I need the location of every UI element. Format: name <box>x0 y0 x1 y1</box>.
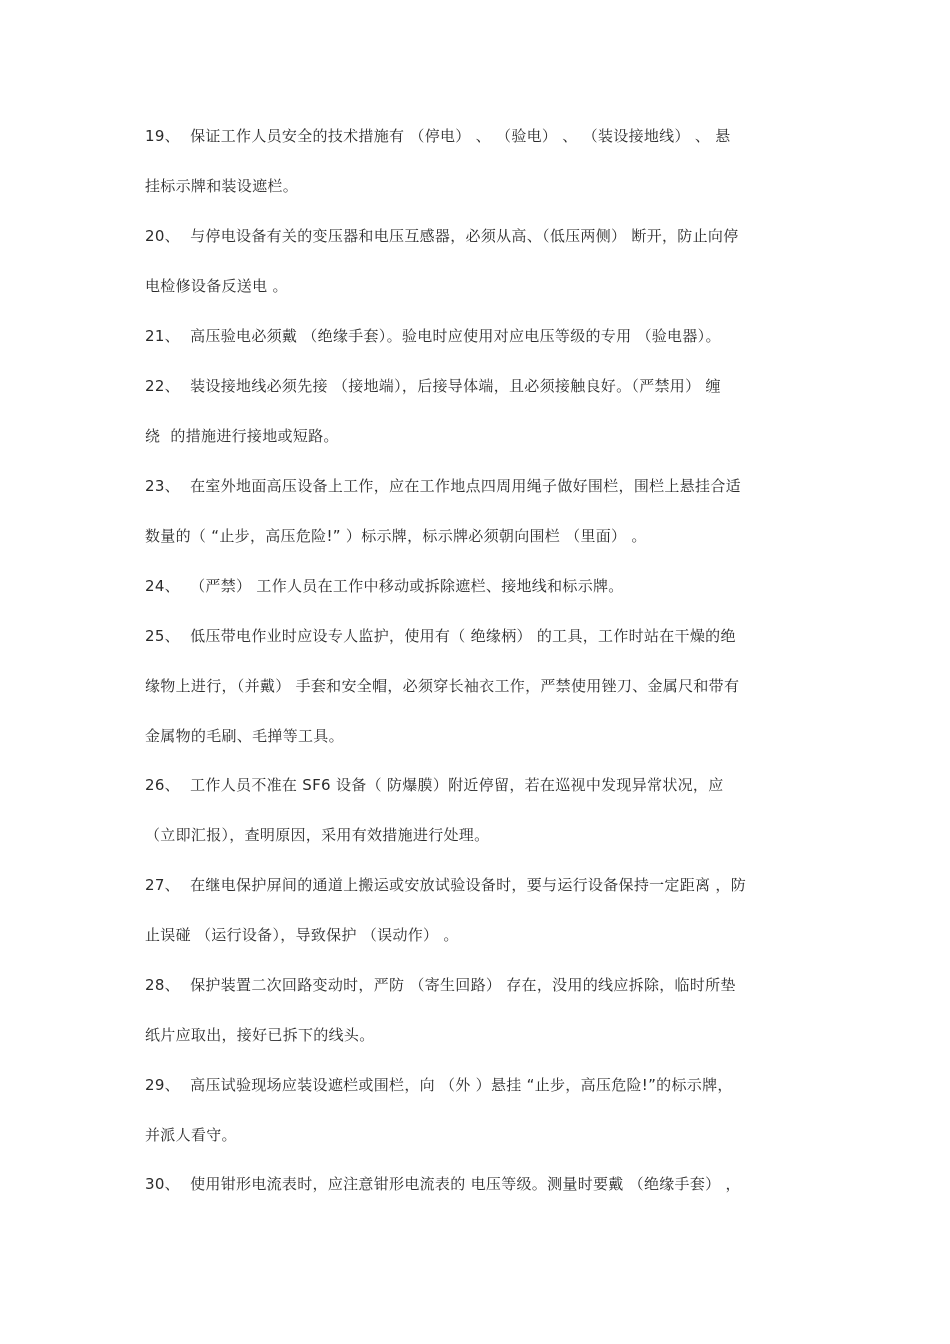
text-line: 止误碰 （运行设备），导致保护 （误动作） 。 <box>145 926 459 944</box>
text-line: 30、 使用钳形电流表时，应注意钳形电流表的 电压等级。测量时要戴 （绝缘手套） ， <box>145 1175 741 1193</box>
text-line: 纸片应取出，接好已拆下的线头。 <box>145 1026 375 1044</box>
text-line: （立即汇报），查明原因，采用有效措施进行处理。 <box>145 826 490 844</box>
text-line: 23、 在室外地面高压设备上工作，应在工作地点四周用绳子做好围栏，围栏上悬挂合适 <box>145 477 741 495</box>
text-line: 数量的（ “止步，高压危险!” ）标示牌，标示牌必须朝向围栏 （里面） 。 <box>145 527 647 545</box>
text-line: 绕 的措施进行接地或短路。 <box>145 427 339 445</box>
text-line: 27、 在继电保护屏间的通道上搬运或安放试验设备时，要与运行设备保持一定距离 ，防 <box>145 876 746 894</box>
text-line: 缘物上进行，（并戴） 手套和安全帽，必须穿长袖衣工作，严禁使用锉刀、金属尺和带有 <box>145 677 740 695</box>
text-line: 25、 低压带电作业时应设专人监护，使用有（ 绝缘柄） 的工具，工作时站在干燥的绝 <box>145 627 736 645</box>
text-line: 22、 装设接地线必须先接 （接地端），后接导体端，且必须接触良好。（严禁用） 缠 <box>145 377 721 395</box>
text-line: 20、 与停电设备有关的变压器和电压互感器，必须从高、（低压两侧） 断开，防止向停 <box>145 227 739 245</box>
text-line: 29、 高压试验现场应装设遮栏或围栏，向 （外 ）悬挂 “止步，高压危险!”的标示牌， <box>145 1076 733 1094</box>
text-line: 26、 工作人员不准在 SF6 设备（ 防爆膜）附近停留，若在巡视中发现异常状况，应 <box>145 776 724 794</box>
text-line: 21、 高压验电必须戴 （绝缘手套）。验电时应使用对应电压等级的专用 （验电器）。 <box>145 327 721 345</box>
text-line: 19、 保证工作人员安全的技术措施有 （停电） 、 （验电） 、 （装设接地线） 、 悬 <box>145 127 731 145</box>
text-line: 24、 （严禁） 工作人员在工作中移动或拆除遮栏、接地线和标示牌。 <box>145 577 624 595</box>
text-line: 电检修设备反送电 。 <box>145 277 288 295</box>
text-line: 并派人看守。 <box>145 1126 237 1144</box>
text-line: 28、 保护装置二次回路变动时，严防 （寄生回路） 存在，没用的线应拆除，临时所垫 <box>145 976 736 994</box>
text-line: 金属物的毛刷、毛掸等工具。 <box>145 727 344 745</box>
text-line: 挂标示牌和装设遮栏。 <box>145 177 299 195</box>
